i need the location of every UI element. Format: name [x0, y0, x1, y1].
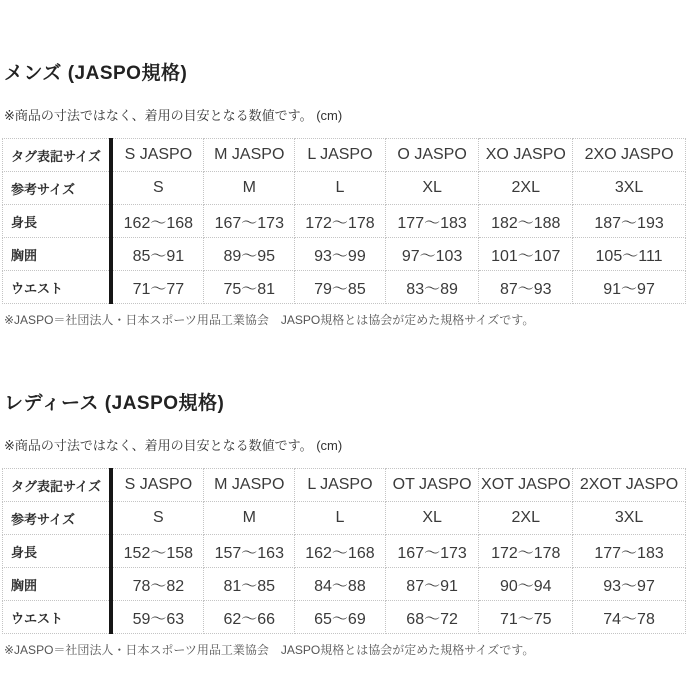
- table-row: [3, 469, 686, 502]
- mens-size-table-body: [3, 139, 686, 304]
- row-label: 身長: [3, 535, 112, 568]
- table-cell: XL: [385, 502, 479, 535]
- table-cell: 71〜75: [479, 601, 573, 634]
- table-cell: 84〜88: [295, 568, 386, 601]
- table-cell: 162〜168: [111, 205, 204, 238]
- table-cell: 162〜168: [295, 535, 386, 568]
- ladies-measure-note: ※商品の寸法ではなく、着用の目安となる数値です。 (cm): [4, 438, 343, 453]
- table-cell: 167〜173: [385, 535, 479, 568]
- table-cell: L JASPO: [295, 469, 386, 502]
- table-cell: 97〜103: [385, 238, 479, 271]
- table-cell: 172〜178: [479, 535, 573, 568]
- table-cell: 62〜66: [204, 601, 295, 634]
- ladies-size-table-body: [3, 469, 686, 634]
- table-cell: S: [111, 172, 204, 205]
- table-cell: M: [204, 172, 295, 205]
- table-cell: L: [295, 502, 386, 535]
- table-cell: 59〜63: [111, 601, 204, 634]
- table-row: [3, 271, 686, 304]
- row-label: 参考サイズ: [3, 502, 112, 535]
- table-cell: 91〜97: [573, 271, 686, 304]
- table-cell: 2XL: [479, 172, 573, 205]
- table-cell: 182〜188: [479, 205, 573, 238]
- table-cell: 187〜193: [573, 205, 686, 238]
- table-cell: M JASPO: [204, 139, 295, 172]
- table-cell: 93〜97: [573, 568, 686, 601]
- table-cell: 71〜77: [111, 271, 204, 304]
- table-cell: 81〜85: [204, 568, 295, 601]
- table-cell: XOT JASPO: [479, 469, 573, 502]
- table-cell: 105〜111: [573, 238, 686, 271]
- table-cell: L JASPO: [295, 139, 386, 172]
- table-cell: 177〜183: [573, 535, 686, 568]
- table-cell: 68〜72: [385, 601, 479, 634]
- table-row: [3, 205, 686, 238]
- table-cell: 90〜94: [479, 568, 573, 601]
- table-cell: S JASPO: [111, 139, 204, 172]
- table-cell: 2XOT JASPO: [573, 469, 686, 502]
- row-label: 参考サイズ: [3, 172, 112, 205]
- table-cell: 87〜93: [479, 271, 573, 304]
- table-cell: 101〜107: [479, 238, 573, 271]
- table-cell: 3XL: [573, 502, 686, 535]
- ladies-size-table: [2, 468, 686, 634]
- row-label: タグ表記サイズ: [3, 139, 112, 172]
- table-cell: 167〜173: [204, 205, 295, 238]
- row-label: タグ表記サイズ: [3, 469, 112, 502]
- table-row: [3, 568, 686, 601]
- row-label: 胸囲: [3, 568, 112, 601]
- mens-size-table: [2, 138, 686, 304]
- row-label: ウエスト: [3, 601, 112, 634]
- row-label: 胸囲: [3, 238, 112, 271]
- table-cell: 2XL: [479, 502, 573, 535]
- table-cell: 172〜178: [295, 205, 386, 238]
- mens-jaspo-footnote: ※JASPO＝社団法人・日本スポーツ用品工業協会 JASPO規格とは協会が定めた規格サイズです。: [4, 313, 535, 327]
- table-cell: M: [204, 502, 295, 535]
- table-cell: 78〜82: [111, 568, 204, 601]
- row-label: ウエスト: [3, 271, 112, 304]
- table-cell: 79〜85: [295, 271, 386, 304]
- table-row: [3, 535, 686, 568]
- table-cell: OT JASPO: [385, 469, 479, 502]
- table-cell: M JASPO: [204, 469, 295, 502]
- table-cell: 85〜91: [111, 238, 204, 271]
- table-cell: XL: [385, 172, 479, 205]
- table-cell: 65〜69: [295, 601, 386, 634]
- table-cell: S: [111, 502, 204, 535]
- ladies-section-title: レディース (JASPO規格): [4, 393, 225, 414]
- table-row: [3, 601, 686, 634]
- table-row: [3, 172, 686, 205]
- table-row: [3, 238, 686, 271]
- mens-measure-note: ※商品の寸法ではなく、着用の目安となる数値です。 (cm): [4, 108, 343, 123]
- row-label: 身長: [3, 205, 112, 238]
- table-cell: XO JASPO: [479, 139, 573, 172]
- table-row: [3, 502, 686, 535]
- table-cell: 93〜99: [295, 238, 386, 271]
- table-cell: S JASPO: [111, 469, 204, 502]
- ladies-jaspo-footnote: ※JASPO＝社団法人・日本スポーツ用品工業協会 JASPO規格とは協会が定めた規格サイズです。: [4, 643, 535, 657]
- table-cell: 74〜78: [573, 601, 686, 634]
- table-cell: 87〜91: [385, 568, 479, 601]
- table-cell: O JASPO: [385, 139, 479, 172]
- table-cell: 157〜163: [204, 535, 295, 568]
- table-cell: 177〜183: [385, 205, 479, 238]
- table-cell: 89〜95: [204, 238, 295, 271]
- table-cell: 2XO JASPO: [573, 139, 686, 172]
- table-cell: L: [295, 172, 386, 205]
- table-cell: 152〜158: [111, 535, 204, 568]
- mens-section-title: メンズ (JASPO規格): [4, 63, 188, 84]
- table-cell: 75〜81: [204, 271, 295, 304]
- ladies-section: [2, 328, 694, 658]
- mens-section: [2, 0, 694, 328]
- table-cell: 83〜89: [385, 271, 479, 304]
- table-row: [3, 139, 686, 172]
- table-cell: 3XL: [573, 172, 686, 205]
